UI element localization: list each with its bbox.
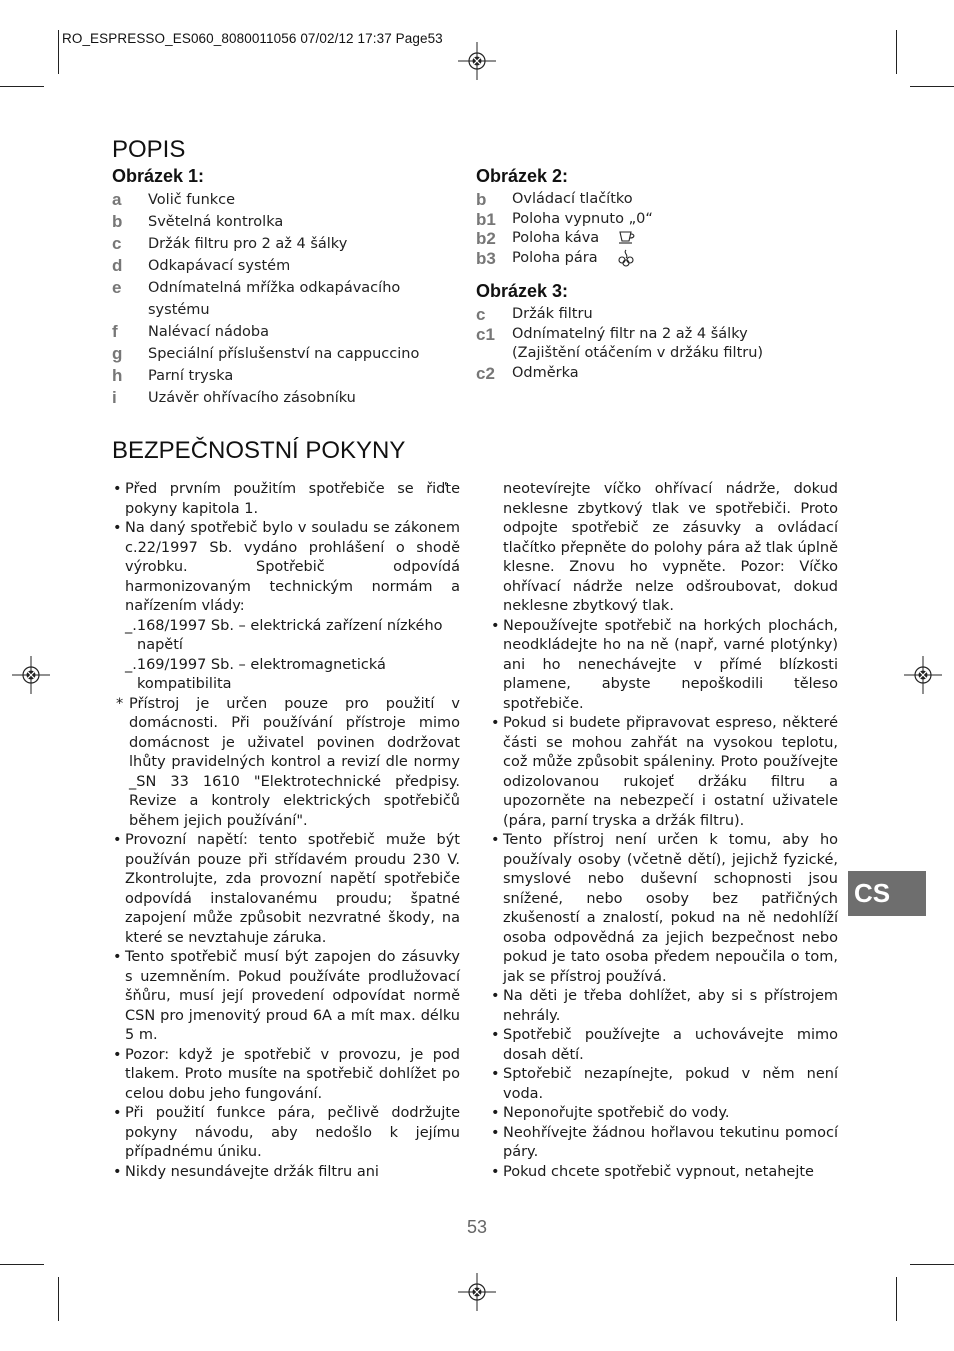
list-item: _.168/1997 Sb. – elektrická zařízení nízkého: [125, 617, 443, 634]
figure-3-title: Obrázek 3:: [476, 281, 569, 301]
list-item: • Při použití funkce pára, pečlivě dodržujte pokyny návodu, aby nedošlo k jejímu případnému úniku.: [113, 1104, 460, 1163]
list-item: b2 Poloha káva: [476, 229, 836, 249]
list-item: • Nepoužívejte spotřebič na horkých plochách, neodkládejte ho na ně (např, varné plotýnky) ani ho nenechávejte v přímé blízkosti plamene, abyste nepoškodili těleso spotřebiče.: [491, 617, 838, 715]
list-item: • Na daný spotřebič bylo v souladu se zákonem c.22/1997 Sb. vydáno prohlášení o shodě výrobku. Spotřebič odpovídá harmonizovaným technickým normám a nařízením vlády:: [113, 519, 460, 617]
list-item: g Speciální příslušenství na cappuccino: [112, 344, 420, 363]
section-title-safety: BEZPEČNOSTNÍ POKYNY: [112, 437, 406, 464]
list-item: b3 Poloha pára: [476, 249, 836, 269]
print-slug: RO_ESPRESSO_ES060_8080011056 07/02/12 17:37 Page53: [62, 31, 443, 46]
figure-2-title: Obrázek 2:: [476, 166, 569, 186]
registration-mark-icon: [12, 656, 50, 694]
language-tab: CS: [848, 871, 926, 916]
figure-1-list: [112, 189, 442, 409]
list-item: b Světelná kontrolka: [112, 212, 284, 231]
list-item: e Odnímatelná mřížka odkapávacího systému: [112, 278, 401, 318]
crop-mark: [0, 1264, 44, 1265]
registration-mark-icon: [458, 42, 496, 80]
steam-icon: [616, 249, 636, 267]
list-item: • Pozor: když je spotřebič v provozu, je pod tlakem. Proto musíte na spotřebič dohlížet po celou dobu jeho fungování.: [113, 1046, 460, 1105]
list-item: c1 Odnímatelný filtr na 2 až 4 šálky (Zajištění otáčením v držáku filtru): [476, 324, 764, 361]
figure-1-title: Obrázek 1:: [112, 166, 205, 186]
list-item: • Tento spotřebič musí být zapojen do zásuvky s uzemněním. Pokud používáte prodlužovací šňůru, musí její provedení odpovídat normě CSN pro jmenovitý proud 6A a mít max. délku 5 m.: [113, 948, 460, 1046]
list-item: napětí: [137, 637, 183, 653]
list-item: • Spotřebič používejte a uchovávejte mimo dosah dětí.: [491, 1026, 838, 1065]
crop-mark: [896, 1277, 897, 1321]
list-item: • Tento přístroj není určen k tomu, aby ho používaly osoby (včetně dětí), jejichž fyzické, smyslové nebo duševní schopnosti jsou snížené, nebo osoby bez patřičných zkušeností a znalostí, pokud na ně nedohlíží osoba odpovědná za jejich bezpečnost nebo pokud je tato osoba předem nepoučila o tom, jak se přístroj používá.: [491, 831, 838, 987]
list-item: b Ovládací tlačítko: [476, 190, 633, 209]
figure-2-legend: [476, 166, 836, 268]
page-number: 53: [466, 1217, 488, 1237]
list-item: b1 Poloha vypnuto „0“: [476, 209, 653, 229]
registration-mark-icon: [904, 656, 942, 694]
section-title-popis: POPIS: [112, 136, 186, 163]
crop-mark: [910, 1264, 954, 1265]
safety-column-left: [113, 480, 460, 1182]
list-item: kompatibilita: [137, 676, 232, 692]
list-item: • Provozní napětí: tento spotřebič muže být používán pouze při střídavém proudu 230 V. Zkontrolujte, zda provozní napětí spotřebiče odpovídá instalovanému proudu; špatné zapojení může způsobit nezvratné škody, na které se nevztahuje záruka.: [113, 831, 460, 948]
list-item: • Na děti je třeba dohlížet, aby si s přístrojem nehrály.: [491, 987, 838, 1026]
list-item: • Pokud chcete spotřebič vypnout, netahejte: [491, 1163, 838, 1183]
list-item: • Pokud si budete připravovat espreso, některé části se mohou zahřát na vysokou teplotu, což může způsobit spáleniny. Proto používejte odizolovanou rukojeť držáku filtru a upozorněte na nebezpečí i ostatní uživatele (pára, parní tryska a držák filtru).: [491, 714, 838, 831]
list-item: _.169/1997 Sb. – elektromagnetická: [125, 656, 386, 673]
list-item: i Uzávěr ohřívacího zásobníku: [112, 388, 356, 407]
list-item: c Držák filtru: [476, 305, 593, 324]
crop-mark: [58, 30, 59, 74]
safety-column-right: [491, 480, 838, 1182]
list-item: h Parní tryska: [112, 366, 234, 385]
figure-1-legend: [112, 166, 442, 409]
figure-2-list: [476, 190, 836, 268]
list-item: c2 Odměrka: [476, 363, 579, 383]
list-item: neotevírejte víčko ohřívací nádrže, dokud neklesne zbytkový tlak ve spotřebiči. Proto odpojte spotřebič ze zásuvky a ovládací tlačítko přepněte do polohy pára až tlak úplně klesne. Znovu ho vypněte. Pozor: Víčko ohřívací nádrže nelze odšroubovat, dokud neklesne zbytkový tlak.: [503, 481, 838, 614]
list-item: • Neponořujte spotřebič do vody.: [491, 1104, 838, 1124]
figure-3-list: [476, 305, 836, 383]
list-item: f Nalévací nádoba: [112, 322, 269, 341]
registration-mark-icon: [458, 1273, 496, 1311]
list-item: • Sptořebič nezapínejte, pokud v něm není voda.: [491, 1065, 838, 1104]
list-item: c Držák filtru pro 2 až 4 šálky: [112, 234, 348, 253]
list-item: a Volič funkce: [112, 190, 236, 209]
list-item: • Neohřívejte žádnou hořlavou tekutinu pomocí páry.: [491, 1124, 838, 1163]
list-item: • Před prvním použitím spotřebiče se řiďte pokyny kapitola 1.: [113, 480, 460, 519]
crop-mark: [896, 30, 897, 74]
list-item: • Nikdy nesundávejte držák filtru ani: [113, 1163, 460, 1183]
crop-mark: [910, 86, 954, 87]
list-item: * Přístroj je určen pouze pro použití v domácnosti. Při používání přístroje mimo domácnost je uživatel povinen dodržovat lhůty pravidelných kontrol a revizí dle normy _SN 33 1610 "Elektrotechnické předpisy. Revize a kontroly elektrických spotřebičů během jejich používání".: [113, 695, 460, 832]
crop-mark: [0, 86, 44, 87]
figure-3-legend: [476, 281, 836, 383]
list-item: d Odkapávací systém: [112, 256, 291, 275]
crop-mark: [58, 1277, 59, 1321]
cup-icon: [617, 229, 637, 245]
